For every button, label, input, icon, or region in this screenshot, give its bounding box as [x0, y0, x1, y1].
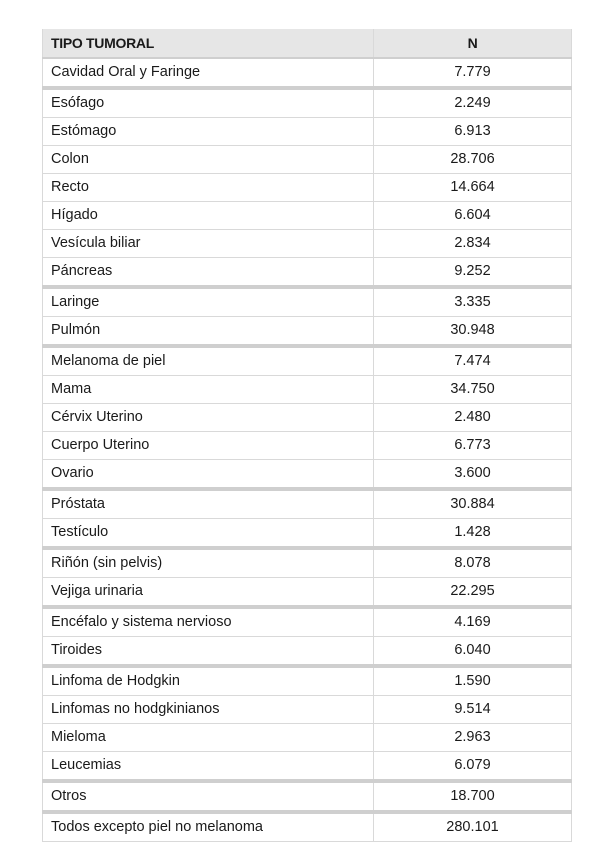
- cell-tipo-tumoral: Mieloma: [43, 724, 374, 752]
- table-row: [43, 489, 572, 519]
- table-row: [43, 317, 572, 347]
- table-row: [43, 460, 572, 490]
- cell-n: 1.590: [374, 666, 572, 696]
- table-row: [43, 752, 572, 782]
- table-row: [43, 258, 572, 288]
- cell-tipo-tumoral: Esófago: [43, 88, 374, 118]
- cell-tipo-tumoral: Pulmón: [43, 317, 374, 347]
- cell-n: 2.834: [374, 230, 572, 258]
- cell-n: 22.295: [374, 578, 572, 608]
- cell-tipo-tumoral: Encéfalo y sistema nervioso: [43, 607, 374, 637]
- cell-n: 34.750: [374, 376, 572, 404]
- cell-n: 7.474: [374, 346, 572, 376]
- table-row: [43, 432, 572, 460]
- cell-n: 14.664: [374, 174, 572, 202]
- cell-n: 3.600: [374, 460, 572, 490]
- cell-n: 30.884: [374, 489, 572, 519]
- cell-tipo-tumoral: Vejiga urinaria: [43, 578, 374, 608]
- cell-n: 6.604: [374, 202, 572, 230]
- table-row: [43, 637, 572, 667]
- cell-n: 3.335: [374, 287, 572, 317]
- cell-n: 6.773: [374, 432, 572, 460]
- table-row: [43, 724, 572, 752]
- cell-tipo-tumoral: Laringe: [43, 287, 374, 317]
- cell-n: 6.913: [374, 118, 572, 146]
- cell-n: 6.079: [374, 752, 572, 782]
- cell-tipo-tumoral: Cavidad Oral y Faringe: [43, 58, 374, 88]
- table-row: [43, 548, 572, 578]
- cell-tipo-tumoral: Linfoma de Hodgkin: [43, 666, 374, 696]
- cell-tipo-tumoral: Todos excepto piel no melanoma: [43, 812, 374, 842]
- cell-n: 2.249: [374, 88, 572, 118]
- table-row: [43, 578, 572, 608]
- table-row: [43, 404, 572, 432]
- table-row: [43, 376, 572, 404]
- cell-n: 9.252: [374, 258, 572, 288]
- cell-n: 28.706: [374, 146, 572, 174]
- cell-tipo-tumoral: Mama: [43, 376, 374, 404]
- cell-tipo-tumoral: Páncreas: [43, 258, 374, 288]
- table-row: [43, 88, 572, 118]
- cell-n: 2.963: [374, 724, 572, 752]
- cell-tipo-tumoral: Otros: [43, 781, 374, 812]
- cell-n: 7.779: [374, 58, 572, 88]
- cell-n: 280.101: [374, 812, 572, 842]
- cell-n: 9.514: [374, 696, 572, 724]
- cell-tipo-tumoral: Vesícula biliar: [43, 230, 374, 258]
- cell-tipo-tumoral: Riñón (sin pelvis): [43, 548, 374, 578]
- table-row: [43, 781, 572, 812]
- cell-tipo-tumoral: Hígado: [43, 202, 374, 230]
- cell-n: 8.078: [374, 548, 572, 578]
- cell-tipo-tumoral: Recto: [43, 174, 374, 202]
- cell-tipo-tumoral: Colon: [43, 146, 374, 174]
- cell-tipo-tumoral: Melanoma de piel: [43, 346, 374, 376]
- cell-tipo-tumoral: Estómago: [43, 118, 374, 146]
- table-header-row: [43, 29, 572, 58]
- cell-tipo-tumoral: Leucemias: [43, 752, 374, 782]
- table-row: [43, 58, 572, 88]
- cell-n: 30.948: [374, 317, 572, 347]
- table-row: [43, 202, 572, 230]
- table-row: [43, 696, 572, 724]
- cell-tipo-tumoral: Testículo: [43, 519, 374, 549]
- table-body: [43, 58, 572, 842]
- table-row: [43, 607, 572, 637]
- cell-n: 1.428: [374, 519, 572, 549]
- cell-n: 6.040: [374, 637, 572, 667]
- cell-n: 2.480: [374, 404, 572, 432]
- table-row: [43, 174, 572, 202]
- table-row: [43, 118, 572, 146]
- cell-tipo-tumoral: Próstata: [43, 489, 374, 519]
- tumor-table-container: [42, 29, 571, 842]
- cell-n: 18.700: [374, 781, 572, 812]
- cell-tipo-tumoral: Tiroides: [43, 637, 374, 667]
- tumor-table: [42, 29, 572, 842]
- cell-n: 4.169: [374, 607, 572, 637]
- table-row: [43, 812, 572, 842]
- cell-tipo-tumoral: Cérvix Uterino: [43, 404, 374, 432]
- table-row: [43, 146, 572, 174]
- header-n: N: [374, 29, 572, 58]
- cell-tipo-tumoral: Cuerpo Uterino: [43, 432, 374, 460]
- table-row: [43, 666, 572, 696]
- table-row: [43, 346, 572, 376]
- table-row: [43, 519, 572, 549]
- header-tipo-tumoral: TIPO TUMORAL: [43, 29, 374, 58]
- table-row: [43, 230, 572, 258]
- cell-tipo-tumoral: Ovario: [43, 460, 374, 490]
- table-row: [43, 287, 572, 317]
- cell-tipo-tumoral: Linfomas no hodgkinianos: [43, 696, 374, 724]
